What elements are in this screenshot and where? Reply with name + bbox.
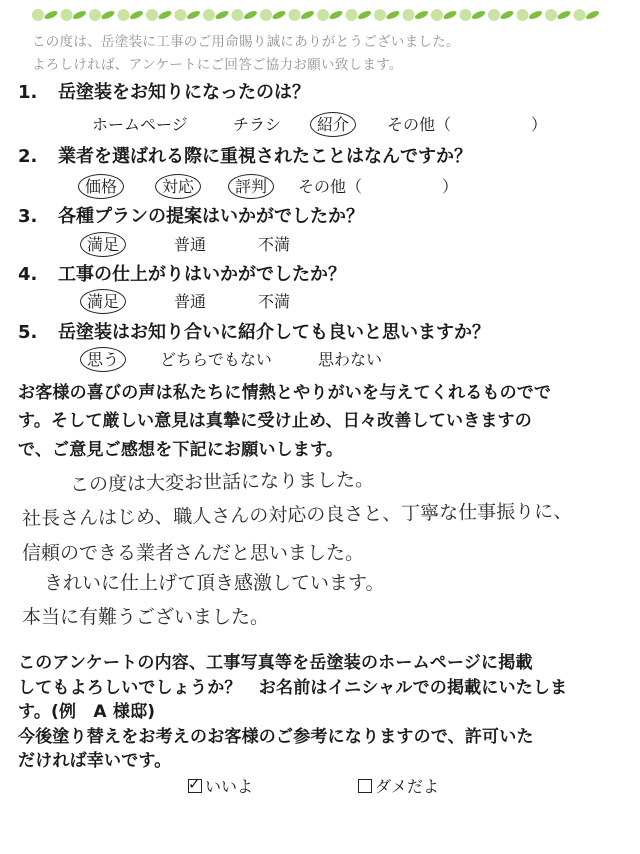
leaf-icon: [357, 9, 372, 20]
circle-mark: 満足: [80, 232, 126, 257]
q2-option-service[interactable]: [163, 174, 201, 197]
permission-line-1: このアンケートの内容、工事写真等を岳塗装のホームページに掲載: [18, 653, 533, 673]
checkbox-box: [358, 779, 372, 793]
leaf-icon: [471, 9, 486, 20]
leaf-icon: [300, 9, 315, 20]
border-dot: [431, 9, 443, 21]
q3-option-average[interactable]: 普通: [174, 235, 207, 254]
border-dot: [146, 9, 158, 21]
circle-mark: 満足: [80, 289, 126, 314]
border-dot: [89, 9, 101, 21]
intro-line-1: この度は、岳塗装に工事のご用命賜り誠にありがとうございました。: [32, 34, 460, 50]
leaf-icon: [100, 9, 115, 20]
q2-option-reputation[interactable]: [236, 174, 274, 197]
handwritten-line-4: きれいに仕上げて頂き感激しています。: [44, 572, 385, 594]
consent-no-checkbox[interactable]: [358, 774, 439, 797]
question-number: 3.: [18, 206, 38, 227]
q3-option-dissatisfied[interactable]: 不満: [258, 235, 291, 254]
permission-line-3: す。(例 A 様邸): [18, 702, 156, 722]
question-number: 2.: [18, 146, 38, 167]
border-dot: [460, 9, 472, 21]
border-dot: [403, 9, 415, 21]
consent-yes-label: いいよ: [205, 777, 254, 796]
circle-mark: 評判: [228, 174, 274, 199]
consent-yes-checkbox[interactable]: [188, 774, 253, 797]
border-dot: [61, 9, 73, 21]
feedback-prompt-line-2: す。そして厳しい意見は真摯に受け止め、日々改善していきますの: [18, 411, 532, 431]
border-dot: [374, 9, 386, 21]
checkbox-box: [188, 775, 202, 793]
border-dot: [317, 9, 329, 21]
leaf-icon: [72, 9, 87, 20]
leaf-border: [30, 6, 605, 24]
leaf-icon: [585, 9, 600, 20]
consent-no-label: ダメだよ: [375, 777, 440, 796]
q4-option-dissatisfied[interactable]: 不満: [258, 292, 291, 311]
leaf-icon: [271, 9, 286, 20]
permission-line-5: だければ幸いです。: [18, 751, 172, 771]
border-dot: [175, 9, 187, 21]
leaf-icon: [157, 9, 172, 20]
border-dot: [346, 9, 358, 21]
question-text: 岳塗装はお知り合いに紹介しても良いと思いますか？: [58, 322, 490, 343]
permission-line-2: してもよろしいでしょうか？ お名前はイニシャルでの掲載にいたしま: [18, 678, 568, 698]
border-dot: [545, 9, 557, 21]
q5-option-neutral[interactable]: どちらでもない: [160, 350, 272, 369]
circle-mark: 価格: [78, 174, 124, 199]
handwritten-line-5: 本当に有難うございました。: [22, 606, 270, 628]
leaf-icon: [442, 9, 457, 20]
leaf-icon: [214, 9, 229, 20]
question-number: 4.: [18, 264, 38, 285]
q4-option-average[interactable]: 普通: [174, 292, 207, 311]
q1-option-homepage[interactable]: ホームページ: [92, 115, 188, 134]
leaf-icon: [129, 9, 144, 20]
question-2: [18, 142, 472, 168]
border-dot: [574, 9, 586, 21]
feedback-prompt-line-3: で、ご意見ご感想を下記にお願いします。: [18, 440, 344, 460]
q5-option-yes[interactable]: [88, 347, 126, 370]
border-dot: [260, 9, 272, 21]
circle-mark: 対応: [155, 174, 201, 199]
leaf-icon: [186, 9, 201, 20]
question-number: 5.: [18, 322, 38, 343]
circle-mark: 思う: [80, 347, 126, 372]
q1-option-other[interactable]: その他（ ）: [387, 115, 548, 134]
handwritten-line-1: この度は大変お世話になりました。: [69, 468, 375, 496]
leaf-icon: [528, 9, 543, 20]
q1-option-referral[interactable]: [318, 112, 356, 135]
leaf-icon: [556, 9, 571, 20]
question-text: 業者を選ばれる際に重視されたことはなんですか？: [58, 146, 472, 167]
question-5: [18, 318, 490, 344]
leaf-icon: [499, 9, 514, 20]
q5-option-no[interactable]: 思わない: [318, 350, 383, 369]
circle-mark: 紹介: [310, 112, 356, 137]
border-dot: [32, 9, 44, 21]
leaf-icon: [328, 9, 343, 20]
question-3: [18, 202, 364, 228]
question-text: 岳塗装をお知りになったのは？: [58, 82, 310, 103]
q4-option-satisfied[interactable]: [88, 289, 126, 312]
checkmark-icon: ✓: [188, 775, 201, 793]
question-4: [18, 260, 346, 286]
border-dot: [232, 9, 244, 21]
q2-option-price[interactable]: [86, 174, 124, 197]
leaf-icon: [385, 9, 400, 20]
question-number: 1.: [18, 82, 38, 103]
border-dot: [203, 9, 215, 21]
leaf-icon: [43, 9, 58, 20]
intro-line-2: よろしければ、アンケートにご回答ご協力お願い致します。: [32, 57, 403, 73]
leaf-icon: [243, 9, 258, 20]
border-dot: [118, 9, 130, 21]
border-dot: [289, 9, 301, 21]
q3-option-satisfied[interactable]: [88, 232, 126, 255]
feedback-prompt-line-1: お客様の喜びの声は私たちに情熱とやりがいを与えてくれるものでで: [18, 383, 552, 403]
handwritten-line-2: 社長さんはじめ、職人さんの対応の良さと、丁寧な仕事振りに、: [21, 500, 573, 530]
question-text: 工事の仕上がりはいかがでしたか？: [58, 264, 346, 285]
border-dot: [488, 9, 500, 21]
handwritten-line-3: 信頼のできる業者さんだと思いました。: [22, 542, 365, 564]
permission-line-4: 今後塗り替えをお考えのお客様のご参考になりますので、許可いた: [18, 727, 534, 747]
question-1: [18, 78, 310, 104]
q1-option-flyer[interactable]: チラシ: [233, 115, 282, 134]
question-text: 各種プランの提案はいかがでしたか？: [58, 206, 364, 227]
leaf-icon: [414, 9, 429, 20]
q2-option-other[interactable]: その他（ ）: [298, 177, 459, 196]
border-dot: [517, 9, 529, 21]
